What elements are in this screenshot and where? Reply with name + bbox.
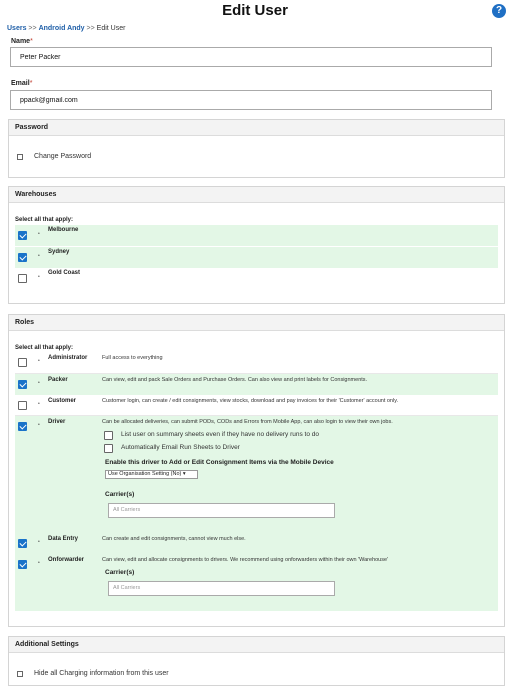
role-checkbox-packer[interactable] [18,380,27,389]
name-label [11,38,33,45]
role-row-onforwarder[interactable] [15,554,498,611]
mobile-edit-select-value: Use Organisation Setting (No) [108,471,182,477]
warehouses-heading: Warehouses [9,187,504,203]
warehouse-checkbox-sydney[interactable] [18,253,27,262]
role-checkbox-data-entry[interactable] [18,539,27,548]
hide-charging-checkbox[interactable] [17,671,23,677]
change-password-label: Change Password [34,153,92,160]
roles-select-all: Select all that apply: [15,345,74,351]
breadcrumb-current: Edit User [96,25,126,32]
role-description: Can create and edit consignments, cannot view much else. [102,536,246,542]
warehouse-row-gold-coast[interactable] [15,268,498,289]
summary-sheets-checkbox[interactable] [104,431,113,440]
bullet-icon: • [38,401,40,407]
warehouse-row-melbourne[interactable] [15,225,498,246]
role-name: Driver [48,419,66,425]
roles-heading: Roles [9,315,504,331]
driver-carriers-label: Carrier(s) [105,491,135,498]
bullet-icon: • [38,253,40,259]
warehouse-name: Sydney [48,249,70,255]
bullet-icon: • [38,231,40,237]
email-label [11,80,32,87]
password-heading: Password [9,120,504,136]
breadcrumb-separator: >> [86,25,95,32]
onforwarder-carriers-label: Carrier(s) [105,569,135,576]
role-name: Customer [48,398,77,404]
additional-settings-heading: Additional Settings [9,637,504,653]
role-description: Customer login, can create / edit consignments, view stocks, download and pay invoices for their 'Customer' account only. [102,398,399,404]
role-name: Data Entry [48,536,79,542]
email-label-text: Email [11,80,30,87]
bullet-icon: • [38,274,40,280]
chevron-down-icon: ▾ [181,471,186,477]
warehouses-select-all: Select all that apply: [15,217,74,223]
name-label-text: Name [11,38,31,45]
role-description: Can be allocated deliveries, can submit PODs, CODs and Errors from Mobile App, can also login to view their own jobs. [102,419,393,425]
role-row-administrator[interactable] [15,353,498,374]
summary-sheets-label: List user on summary sheets even if they have no delivery runs to do [121,431,319,438]
role-name: Administrator [48,355,88,361]
warehouse-row-sydney[interactable] [15,247,498,268]
email-run-sheets-checkbox[interactable] [104,444,113,453]
breadcrumb-separator: >> [28,25,37,32]
breadcrumb [7,25,125,32]
breadcrumb-users-link[interactable]: Users [7,25,27,32]
role-row-data-entry[interactable] [15,533,498,554]
warehouses-panel [8,186,505,304]
required-marker: * [30,38,33,45]
email-input[interactable] [10,90,492,110]
page-title: Edit User [222,2,288,19]
help-icon[interactable]: ? [492,4,506,18]
onforwarder-carriers-input[interactable]: All Carriers [108,581,335,596]
required-marker: * [29,80,33,87]
name-input[interactable] [10,47,492,67]
role-row-customer[interactable] [15,395,498,416]
enable-mobile-edit-title: Enable this driver to Add or Edit Consignment Items via the Mobile Device [105,459,334,466]
bullet-icon: • [38,422,40,428]
change-password-checkbox[interactable] [17,154,23,160]
hide-charging-label: Hide all Charging information from this user [34,670,169,677]
role-name: Onforwarder [48,557,85,563]
breadcrumb-user-link[interactable]: Android Andy [38,25,85,32]
password-panel [8,119,505,178]
email-run-sheets-label: Automatically Email Run Sheets to Driver [121,444,240,451]
bullet-icon: • [38,380,40,386]
bullet-icon: • [38,358,40,364]
role-name: Packer [48,377,68,383]
warehouse-checkbox-gold-coast[interactable] [18,274,27,283]
bullet-icon: • [38,539,40,545]
role-description: Can view, edit and pack Sale Orders and Purchase Orders. Can also view and print labels for Consignments. [102,377,368,383]
role-row-packer[interactable] [15,374,498,395]
role-checkbox-customer[interactable] [18,401,27,410]
driver-carriers-input[interactable]: All Carriers [108,503,335,518]
role-description: Full access to everything [102,355,163,361]
warehouse-name: Gold Coast [48,270,81,276]
role-description: Can view, edit and allocate consignments to drivers. We recommend using onforwarders within their own 'Warehouse' [102,557,389,563]
additional-settings-panel [8,636,505,686]
role-checkbox-onforwarder[interactable] [18,560,27,569]
roles-panel [8,314,505,627]
mobile-edit-select[interactable] [105,470,198,479]
bullet-icon: • [38,560,40,566]
role-row-driver[interactable] [15,416,498,533]
warehouse-name: Melbourne [48,227,79,233]
role-checkbox-driver[interactable] [18,422,27,431]
role-checkbox-administrator[interactable] [18,358,27,367]
warehouse-checkbox-melbourne[interactable] [18,231,27,240]
